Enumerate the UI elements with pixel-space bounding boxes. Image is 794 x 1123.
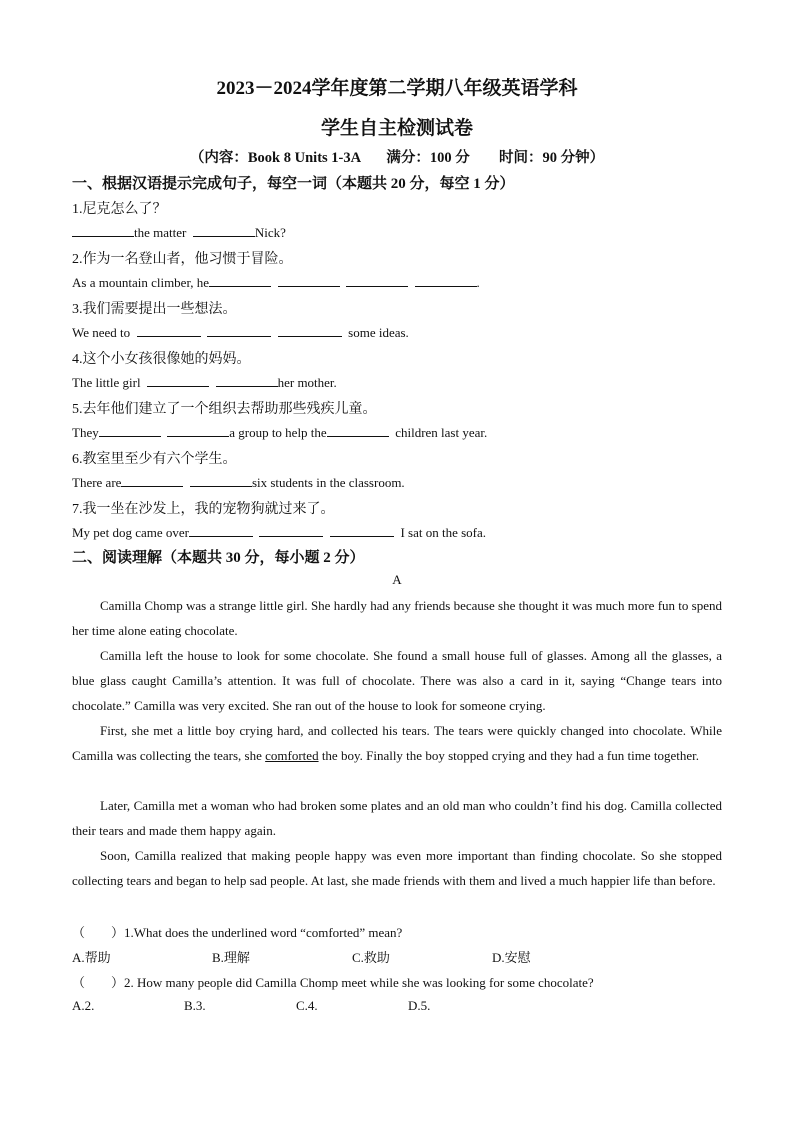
passage-paragraph: Camilla left the house to look for some chocolate. She found a small house full of glasses. Among all the glasses, a blue glass caught Camilla’s attention. It was full of chocolate. There was also a card in it, saying “Change tears into chocolate.” Camilla was very excited. She ran out of the house to look for someone crying. [72, 648, 722, 713]
answer-blank[interactable] [216, 374, 278, 387]
option-b[interactable]: B.3. [184, 998, 206, 1013]
answer-blank[interactable] [72, 224, 134, 237]
q6-english: There are six students in the classroom. [72, 475, 405, 490]
q4-chinese: 4.这个小女孩很像她的妈妈。 [72, 352, 251, 367]
answer-blank[interactable] [259, 524, 323, 537]
answer-blank[interactable] [207, 324, 271, 337]
answer-blank[interactable] [415, 274, 477, 287]
q1-chinese: 1.尼克怎么了？ [72, 202, 167, 217]
q3-english: We need to some ideas. [72, 325, 409, 340]
option-a[interactable]: A.帮助 [72, 950, 111, 965]
section1-heading: 一、根据汉语提示完成句子，每空一词（本题共 20 分，每空 1 分） [72, 176, 515, 192]
answer-blank[interactable] [121, 474, 183, 487]
question-options [72, 947, 531, 966]
answer-blank[interactable] [137, 324, 201, 337]
exam-subtitle: 学生自主检测试卷 [320, 118, 473, 139]
answer-blank[interactable] [209, 274, 271, 287]
option-d[interactable]: D.安慰 [492, 950, 531, 965]
option-a[interactable]: A.2. [72, 998, 95, 1013]
exam-title: 2023－2024学年度第二学期八年级英语学科 [216, 78, 578, 99]
q5-english: They a group to help the children last year. [72, 425, 488, 440]
q4-english: The little girl her mother. [72, 375, 337, 390]
exam-score: 满分：100 分 [386, 150, 470, 166]
question-options [72, 998, 430, 1014]
option-c[interactable]: C.救助 [352, 950, 390, 965]
answer-blank[interactable] [278, 324, 342, 337]
q7-chinese: 7.我一坐在沙发上，我的宠物狗就过来了。 [72, 502, 335, 517]
option-b[interactable]: B.理解 [212, 950, 250, 965]
q3-chinese: 3.我们需要提出一些想法。 [72, 302, 237, 317]
underlined-word: comforted [265, 748, 319, 763]
exam-info [0, 146, 794, 167]
passage-label: A [392, 572, 402, 587]
q2-english: As a mountain climber, he . [72, 275, 480, 290]
answer-blank[interactable] [330, 524, 394, 537]
answer-blank[interactable] [346, 274, 408, 287]
question-stem: （ ）2. How many people did Camilla Chomp meet while she was looking for some chocolate? [72, 975, 594, 990]
q1-english: the matter Nick? [72, 224, 286, 241]
exam-content: （内容：Book 8 Units 1-3A [189, 150, 362, 166]
answer-blank[interactable] [189, 524, 253, 537]
answer-blank[interactable] [278, 274, 340, 287]
answer-blank[interactable] [167, 424, 229, 437]
answer-blank[interactable] [99, 424, 161, 437]
answer-blank[interactable] [147, 374, 209, 387]
passage-paragraph: Camilla Chomp was a strange little girl. She hardly had any friends because she thought it was much more fun to spend her time alone eating chocolate. [72, 598, 722, 638]
answer-blank[interactable] [193, 224, 255, 237]
answer-blank[interactable] [327, 424, 389, 437]
section2-heading: 二、阅读理解（本题共 30 分，每小题 2 分） [72, 550, 365, 566]
passage-paragraph: Later, Camilla met a woman who had broken some plates and an old man who couldn’t find his dog. Camilla collected their tears and made them happy again. [72, 798, 722, 838]
answer-blank[interactable] [190, 474, 252, 487]
q2-chinese: 2.作为一名登山者，他习惯于冒险。 [72, 252, 293, 267]
exam-time: 时间：90 分钟） [498, 150, 605, 166]
option-d[interactable]: D.5. [408, 998, 431, 1013]
q6-chinese: 6.教室里至少有六个学生。 [72, 452, 237, 467]
passage-paragraph: Soon, Camilla realized that making people happy was even more important than finding chocolate. So she stopped collecting tears and began to help sad people. At last, she made friends with them and lived a much happier life than before. [72, 848, 722, 888]
option-c[interactable]: C.4. [296, 998, 318, 1013]
q5-chinese: 5.去年他们建立了一个组织去帮助那些残疾儿童。 [72, 402, 377, 417]
q7-english: My pet dog came over I sat on the sofa. [72, 525, 487, 540]
passage-paragraph: First, she met a little boy crying hard, and collected his tears. The tears were quickly changed into chocolate. While Camilla was collecting the tears, she comforted the boy. Finally the boy stopped crying and they had a fun time together. [72, 723, 722, 763]
question-stem: （ ）1.What does the underlined word “comforted” mean? [72, 925, 403, 940]
